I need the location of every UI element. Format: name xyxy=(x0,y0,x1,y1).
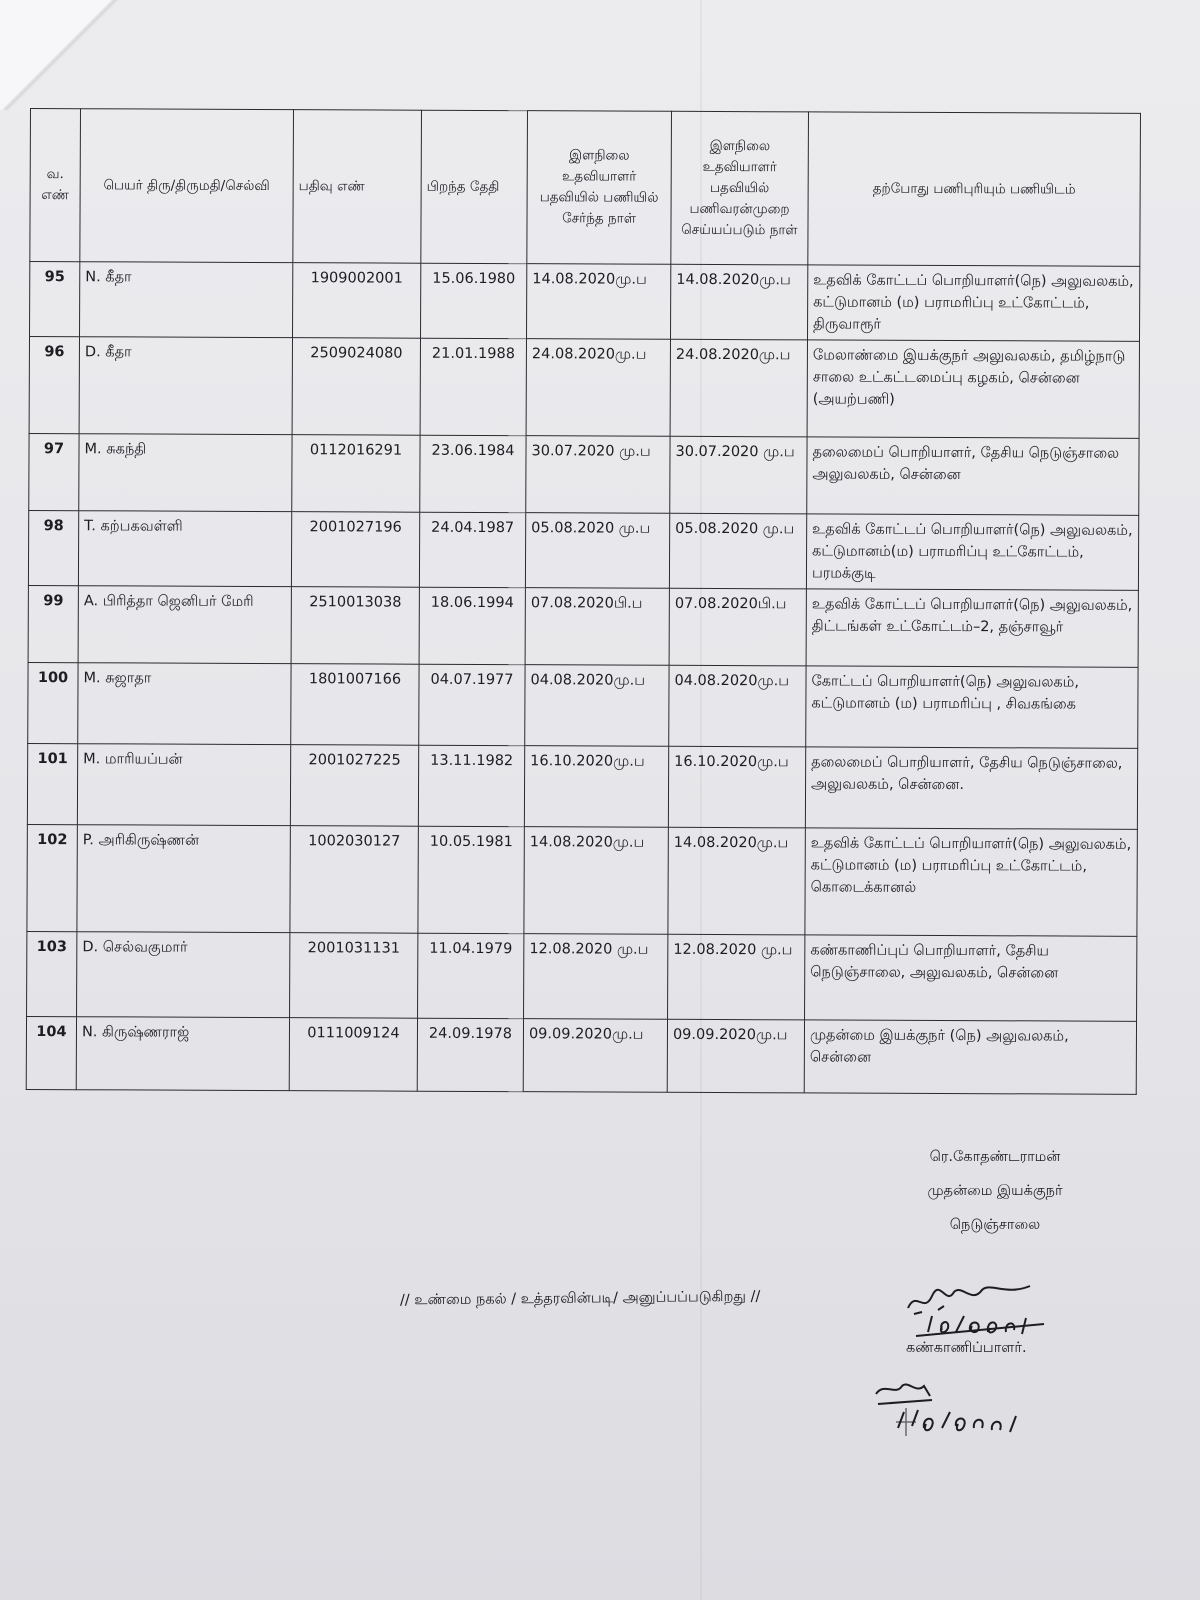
cell-regularisation-date: 24.08.2020மு.ப xyxy=(670,339,807,437)
cell-joining-date: 07.08.2020பி.ப xyxy=(525,588,669,666)
cell-office: தலைமைப் பொறியாளர், தேசிய நெடுஞ்சாலை அலுவலகம், சென்னை xyxy=(807,437,1139,515)
cell-joining-date: 05.08.2020 மு.ப xyxy=(525,513,669,589)
cell-office: கண்காணிப்புப் பொறியாளர், தேசிய நெடுஞ்சாலை, அலுவலகம், சென்னை xyxy=(805,935,1137,1021)
table-row xyxy=(28,662,1138,748)
cell-dob: 10.05.1981 xyxy=(418,826,524,933)
cell-name: M. சுஜாதா xyxy=(78,663,291,745)
cell-dob: 18.06.1994 xyxy=(419,587,525,664)
cell-regularisation-date: 14.08.2020மு.ப xyxy=(670,264,807,340)
signatory-department: நெடுஞ்சாலை xyxy=(949,1217,1041,1233)
signatory-designation: முதன்மை இயக்குநர் xyxy=(927,1183,1063,1199)
cell-dob: 24.09.1978 xyxy=(417,1018,523,1091)
cell-sno: 103 xyxy=(27,931,77,1016)
cell-office: உதவிக் கோட்டப் பொறியாளர்(நெ) அலுவலகம், திட்டங்கள் உட்கோட்டம்–2, தஞ்சாவூர் xyxy=(806,589,1138,667)
cell-sno: 96 xyxy=(29,337,79,434)
table-row xyxy=(29,337,1139,439)
cell-sno: 101 xyxy=(27,743,77,824)
cell-joining-date: 24.08.2020மு.ப xyxy=(526,339,670,437)
cell-office: தலைமைப் பொறியாளர், தேசிய நெடுஞ்சாலை, அலுவலகம், சென்னை. xyxy=(805,747,1137,829)
cell-name: T. கற்பகவள்ளி xyxy=(78,511,291,587)
cell-reg-no: 2510013038 xyxy=(291,587,419,665)
cell-reg-no: 1909002001 xyxy=(293,263,421,339)
cell-dob: 21.01.1988 xyxy=(420,338,526,435)
table-row xyxy=(28,585,1138,667)
table-row xyxy=(27,743,1137,829)
cell-name: A. பிரித்தா ஜெனிபர் மேரி xyxy=(78,586,291,664)
handwritten-signature-1 xyxy=(898,1276,1048,1346)
attestation-title: கண்காணிப்பாளர். xyxy=(906,1340,1027,1356)
cell-reg-no: 2001031131 xyxy=(290,933,418,1019)
table-row xyxy=(28,510,1138,590)
cell-name: N. கீதா xyxy=(80,262,293,338)
cell-reg-no: 0111009124 xyxy=(289,1018,417,1092)
cell-sno: 95 xyxy=(30,262,80,337)
cell-name: M. மாரியப்பன் xyxy=(77,744,290,826)
cell-joining-date: 16.10.2020மு.ப xyxy=(524,746,668,828)
signatory-block xyxy=(880,1140,1110,1242)
cell-office: உதவிக் கோட்டப் பொறியாளர்(நெ) அலுவலகம், கட்டுமானம்(ம) பராமரிப்பு உட்கோட்டம், பரமக்குடி xyxy=(806,514,1138,590)
table-row xyxy=(27,824,1137,936)
cell-regularisation-date: 14.08.2020மு.ப xyxy=(668,827,805,935)
header-sno: வ. எண் xyxy=(30,109,81,262)
cell-reg-no: 0112016291 xyxy=(292,435,420,513)
cell-name: N. கிருஷ்ணராஜ் xyxy=(76,1017,289,1091)
cell-regularisation-date: 12.08.2020 மு.ப xyxy=(668,934,805,1020)
true-copy-note: // உண்மை நகல் / உத்தரவின்படி/ அனுப்பப்படுகிறது // xyxy=(399,1288,761,1309)
cell-regularisation-date: 07.08.2020பி.ப xyxy=(669,588,806,666)
cell-joining-date: 12.08.2020 மு.ப xyxy=(524,934,668,1020)
folded-corner xyxy=(0,0,120,110)
cell-regularisation-date: 16.10.2020மு.ப xyxy=(668,746,805,828)
cell-name: M. சுகந்தி xyxy=(79,434,292,512)
table-row xyxy=(27,931,1137,1021)
cell-reg-no: 1002030127 xyxy=(290,826,418,934)
cell-joining-date: 30.07.2020 மு.ப xyxy=(526,436,670,514)
cell-dob: 23.06.1984 xyxy=(420,435,526,512)
cell-dob: 11.04.1979 xyxy=(418,933,524,1018)
cell-office: கோட்டப் பொறியாளர்(நெ) அலுவலகம், கட்டுமானம் (ம) பராமரிப்பு , சிவகங்கை xyxy=(806,666,1138,748)
cell-name: D. கீதா xyxy=(79,337,292,435)
table-row xyxy=(30,262,1140,342)
cell-dob: 13.11.1982 xyxy=(418,745,524,826)
cell-office: மேலாண்மை இயக்குநர் அலுவலகம், தமிழ்நாடு சாலை உட்கட்டமைப்பு கழகம், சென்னை (அயற்பணி) xyxy=(807,340,1139,438)
cell-office: உதவிக் கோட்டப் பொறியாளர்(நெ) அலுவலகம், கட்டுமானம் (ம) பராமரிப்பு உட்கோட்டம், திருவாரூர் xyxy=(807,265,1139,341)
signatory-name: ரெ.கோதண்டராமன் xyxy=(929,1149,1061,1165)
cell-dob: 24.04.1987 xyxy=(419,512,525,587)
cell-reg-no: 2509024080 xyxy=(292,338,420,436)
table-row xyxy=(26,1016,1136,1094)
cell-reg-no: 2001027196 xyxy=(291,512,419,588)
cell-regularisation-date: 05.08.2020 மு.ப xyxy=(669,513,806,589)
table-header-row xyxy=(30,109,1141,267)
cell-dob: 04.07.1977 xyxy=(419,664,525,745)
header-dob: பிறந்த தேதி xyxy=(421,110,528,263)
cell-sno: 104 xyxy=(26,1016,76,1089)
header-joining-date: இளநிலை உதவியாளர் பதவியில் பணியில் சேர்ந்த நாள் xyxy=(527,111,672,265)
cell-joining-date: 14.08.2020மு.ப xyxy=(524,827,668,935)
cell-regularisation-date: 09.09.2020மு.ப xyxy=(667,1019,804,1093)
cell-joining-date: 04.08.2020மு.ப xyxy=(525,665,669,747)
header-office: தற்போது பணிபுரியும் பணியிடம் xyxy=(808,112,1141,266)
cell-regularisation-date: 30.07.2020 மு.ப xyxy=(670,436,807,514)
cell-reg-no: 2001027225 xyxy=(290,745,418,827)
cell-joining-date: 14.08.2020மு.ப xyxy=(526,264,670,340)
header-reg-no: பதிவு எண் xyxy=(293,110,422,264)
cell-dob: 15.06.1980 xyxy=(420,263,526,338)
cell-sno: 99 xyxy=(28,585,78,662)
cell-office: உதவிக் கோட்டப் பொறியாளர்(நெ) அலுவலகம், கட்டுமானம் (ம) பராமரிப்பு உட்கோட்டம், கொடைக்கானல் xyxy=(805,828,1137,936)
staff-table xyxy=(26,108,1141,1095)
cell-joining-date: 09.09.2020மு.ப xyxy=(523,1019,667,1093)
cell-sno: 98 xyxy=(28,510,78,585)
header-name: பெயர் திரு/திருமதி/செல்வி xyxy=(80,109,294,263)
cell-name: P. அரிகிருஷ்ணன் xyxy=(77,825,290,933)
cell-name: D. செல்வகுமார் xyxy=(77,932,290,1018)
table-row xyxy=(29,433,1139,515)
cell-sno: 102 xyxy=(27,824,77,931)
cell-office: முதன்மை இயக்குநர் (நெ) அலுவலகம், சென்னை xyxy=(804,1020,1136,1094)
handwritten-signature-2 xyxy=(870,1378,1030,1458)
cell-regularisation-date: 04.08.2020மு.ப xyxy=(669,665,806,747)
cell-reg-no: 1801007166 xyxy=(291,664,419,746)
cell-sno: 100 xyxy=(28,662,78,743)
cell-sno: 97 xyxy=(29,433,79,510)
header-regularisation-date: இளநிலை உதவியாளர் பதவியில் பணிவரன்முறை செய்யப்படும் நாள் xyxy=(671,111,809,265)
